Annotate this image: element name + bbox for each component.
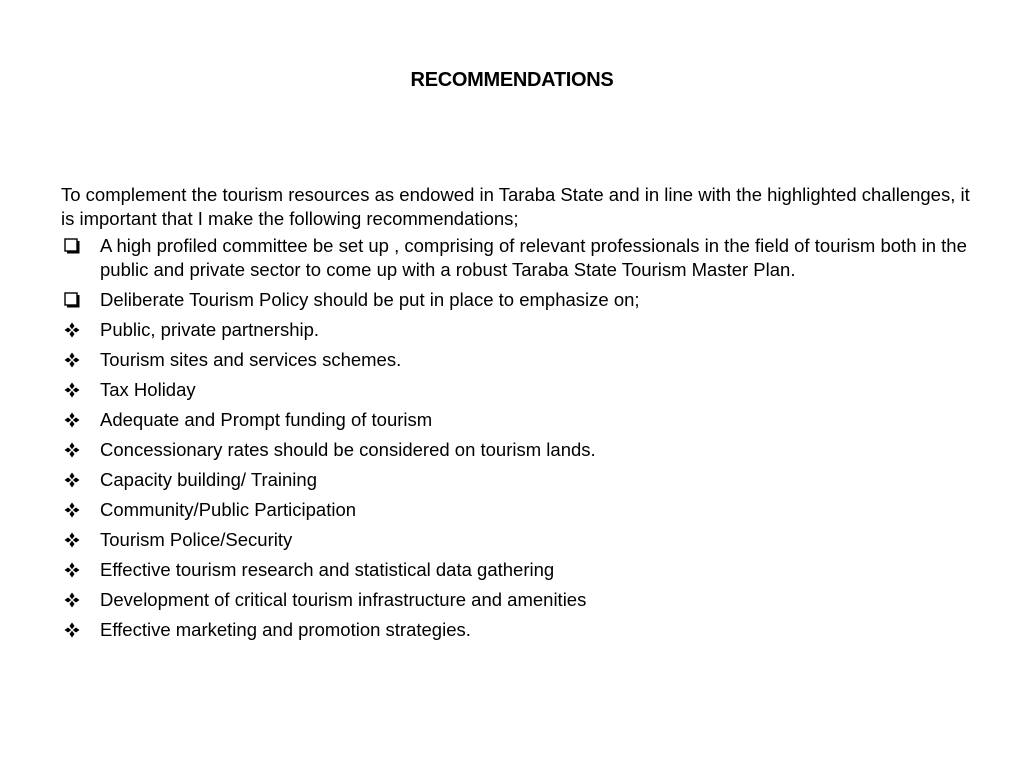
slide-body <box>61 183 971 648</box>
list-item-text: Effective tourism research and statistical data gathering <box>100 559 555 580</box>
list-item-text: Public, private partnership. <box>100 319 320 340</box>
diamond-icon <box>61 318 83 342</box>
list-item-text: Concessionary rates should be considered on tourism lands. <box>100 439 596 460</box>
diamond-icon <box>61 618 83 642</box>
list-item <box>61 288 971 312</box>
diamond-icon <box>61 558 83 582</box>
diamond-icon <box>61 468 83 492</box>
intro-paragraph: To complement the tourism resources as endowed in Taraba State and in line with the highlighted challenges, it is important that I make the following recommendations; <box>61 184 970 229</box>
list-item <box>61 378 971 402</box>
diamond-icon <box>61 348 83 372</box>
list-item <box>61 318 971 342</box>
list-item-text: Community/Public Participation <box>100 499 357 520</box>
list-item <box>61 618 971 642</box>
list-item-text: Adequate and Prompt funding of tourism <box>100 409 433 430</box>
list-item-text: Deliberate Tourism Policy should be put in place to emphasize on; <box>100 289 640 310</box>
list-item-text: Tourism Police/Security <box>100 529 293 550</box>
diamond-icon <box>61 438 83 462</box>
checkbox-icon <box>61 234 83 258</box>
list-item-text: Tax Holiday <box>100 379 196 400</box>
list-item <box>61 234 971 282</box>
list-item-text: Tourism sites and services schemes. <box>100 349 402 370</box>
diamond-icon <box>61 498 83 522</box>
slide-title: RECOMMENDATIONS <box>410 69 614 91</box>
list-item <box>61 438 971 462</box>
list-item <box>61 558 971 582</box>
list-item-text: A high profiled committee be set up , comprising of relevant professionals in the field of tourism both in the public and private sector to come up with a robust Taraba State Tourism Master Plan. <box>100 235 967 280</box>
list-item <box>61 348 971 372</box>
list-item <box>61 408 971 432</box>
list-item <box>61 588 971 612</box>
diamond-icon <box>61 528 83 552</box>
list-item-text: Effective marketing and promotion strategies. <box>100 619 471 640</box>
list-item <box>61 468 971 492</box>
diamond-icon <box>61 378 83 402</box>
list-item-text: Capacity building/ Training <box>100 469 317 490</box>
list-item <box>61 498 971 522</box>
recommendation-list <box>61 234 971 642</box>
list-item <box>61 528 971 552</box>
diamond-icon <box>61 408 83 432</box>
list-item-text: Development of critical tourism infrastructure and amenities <box>100 589 587 610</box>
diamond-icon <box>61 588 83 612</box>
checkbox-icon <box>61 288 83 312</box>
